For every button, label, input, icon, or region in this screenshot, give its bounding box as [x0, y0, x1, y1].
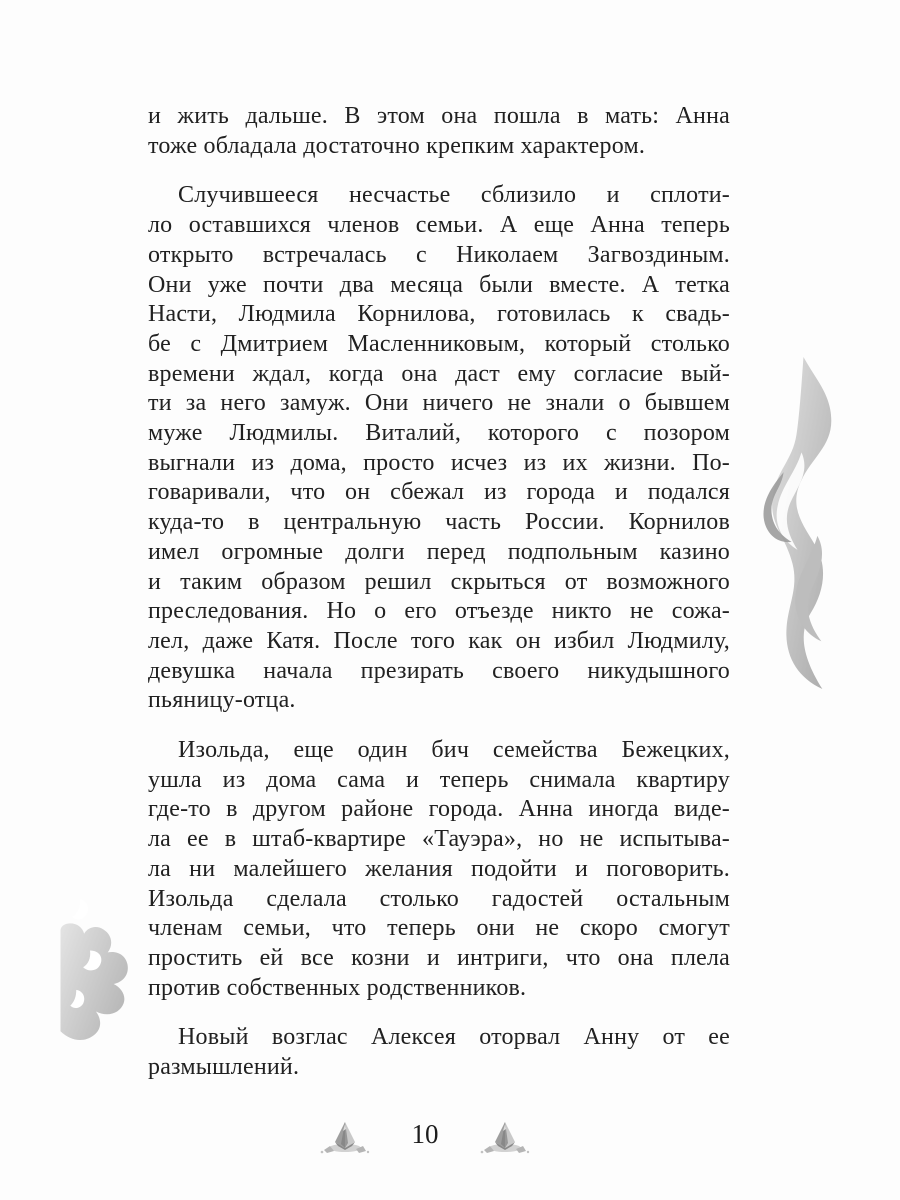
text-line: открыто встречалась с Николаем Загвоздиным.	[148, 241, 730, 268]
text-line: куда-то в центральную часть России. Корнилов	[148, 509, 730, 536]
text-line: ла ее в штаб-квартире «Тауэра», но не испытыва-	[148, 826, 730, 853]
flame-smoke-ornament-right	[747, 357, 848, 690]
text-line: говаривали, что он сбежал из города и подался	[148, 479, 730, 506]
text-line: пьяницу-отца.	[148, 687, 296, 714]
text-line: и жить дальше. В этом она пошла в мать: Анна	[148, 103, 730, 129]
text-line: против собственных родственников.	[148, 974, 527, 1001]
text-line: Изольда сделала столько гадостей остальным	[148, 885, 730, 912]
page-footer	[320, 1114, 530, 1160]
text-line: тоже обладала достаточно крепким характером.	[148, 132, 646, 159]
text-line: ла ни малейшего желания подойти и поговорить.	[148, 855, 730, 882]
text-line: муже Людмилы. Виталий, которого с позором	[148, 420, 730, 447]
text-line: девушка начала презирать своего никудышного	[148, 657, 730, 684]
page-text	[148, 102, 730, 1103]
text-line: Случившееся несчастье сблизило и сплоти-	[178, 182, 730, 209]
text-line: ло оставшихся членов семьи. А еще Анна теперь	[148, 212, 730, 239]
paragraph	[148, 1023, 730, 1082]
text-line: Новый возглас Алексея оторвал Анну от ее	[178, 1024, 730, 1051]
text-line: Изольда, еще один бич семейства Бежецких,	[178, 737, 730, 764]
crystal-icon	[320, 1119, 370, 1155]
text-line: преследования. Но о его отъезде никто не сожа-	[148, 598, 730, 625]
text-line: ушла из дома сама и теперь снимала квартиру	[148, 766, 730, 793]
text-line: бе с Дмитрием Масленниковым, который столько	[148, 330, 730, 357]
text-line: где-то в другом районе города. Анна иногда виде-	[148, 796, 730, 823]
text-line: размышлений.	[148, 1054, 300, 1081]
paragraph	[148, 736, 730, 1003]
paragraph	[148, 181, 730, 716]
text-line: простить ей все козни и интриги, что она плела	[148, 944, 730, 971]
text-line: Насти, Людмила Корнилова, готовилась к свадь-	[148, 301, 730, 328]
text-line: имел огромные долги перед подпольным казино	[148, 538, 730, 565]
crystal-icon	[480, 1119, 530, 1155]
page-number: 10	[411, 1118, 439, 1149]
text-line: времени ждал, когда она даст ему согласие вый-	[148, 360, 730, 387]
text-line: членам семьи, что теперь они не скоро смогут	[148, 915, 730, 942]
text-line: Они уже почти два месяца были вместе. А тетка	[148, 271, 730, 298]
paragraph	[148, 102, 730, 161]
text-line: ти за него замуж. Они ничего не знали о бывшем	[148, 390, 730, 417]
text-line: и таким образом решил скрыться от возможного	[148, 568, 730, 595]
text-line: выгнали из дома, просто исчез из их жизни. По-	[148, 449, 730, 476]
text-line: лел, даже Катя. После того как он избил Людмилу,	[148, 627, 730, 654]
flame-ornament-left	[46, 852, 138, 1044]
